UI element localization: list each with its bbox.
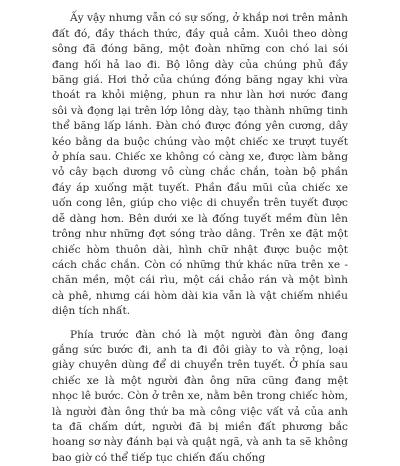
- paragraph-sled-team: Ấy vậy nhưng vẫn có sự sống, ở khắp nơi trên mảnh đất đó, đầy thách thức, đầy quả cảm. Xuôi theo dòng sông đã đóng băng, một đoàn những con chó lai sói đang hối hả lao đi. Bộ lông dày của chúng phủ đầy băng giá. Hơi thở của chúng đóng băng ngay khi vừa thoát ra khỏi miệng, phun ra như làn hơi nước đang sôi và đọng lại trên lớp lông dày, tạo thành những tinh thể băng lấp lánh. Đàn chó được đóng yên cương, dây kéo bằng da buộc chúng vào một chiếc xe trượt tuyết ở phía sau. Chiếc xe không có càng xe, được làm bằng vỏ cây bạch dương vô cùng chắc chắn, toàn bộ phần đáy áp xuống mặt tuyết. Phần đầu mũi của chiếc xe uốn cong lên, giúp cho việc di chuyển trên tuyết được dễ dàng hơn. Bên dưới xe là đống tuyết mềm đùn lên trông như những đợt sóng trào dâng. Trên xe đặt một chiếc hòm thuôn dài, hình chữ nhật được buộc một cách chắc chắn. Còn có những thứ khác nữa trên xe - chăn mền, một cái rìu, một cái chảo rán và một bình cà phê, nhưng cái hòm dài kia vẫn là vật chiếm nhiều diện tích nhất.: [52, 12, 348, 318]
- paragraph-three-men: Phía trước đàn chó là một người đàn ông đang gắng sức bước đi, anh ta đi đôi giày to và rộng, loại giày chuyên dùng để di chuyển trên tuyết. Ở phía sau chiếc xe là một người đàn ông nữa cũng đang mệt nhọc lê bước. Còn ở trên xe, nằm bên trong chiếc hòm, là người đàn ông thứ ba mà công việc vất vả của anh ta đã chấm dứt, người đã bị miền đất phương bắc hoang sơ này đánh bại và quật ngã, và anh ta sẽ không bao giờ có thể tiếp tục chiến đấu chống: [52, 328, 348, 464]
- body-text: [52, 0, 348, 466]
- paragraph-continued: [52, 0, 348, 3]
